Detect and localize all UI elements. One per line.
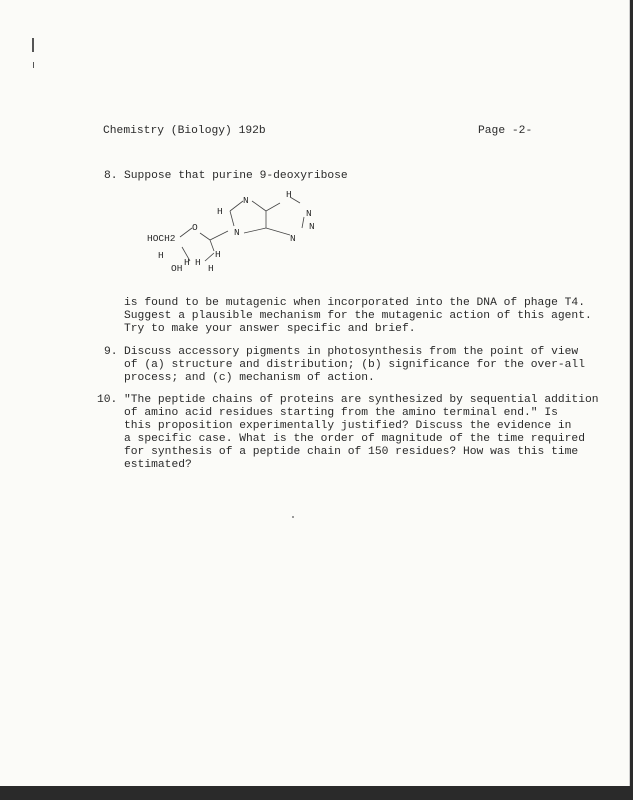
label-n: N (243, 195, 249, 206)
label-n: N (290, 233, 296, 244)
label-h: H (158, 250, 164, 261)
stray-mark (292, 516, 294, 518)
question-line: of (a) structure and distribution; (b) significance for the over-all (124, 359, 585, 371)
question-number: 9. (104, 346, 118, 358)
label-hoch2: HOCH2 (147, 233, 176, 244)
label-h: H (215, 249, 221, 260)
label-h: N (309, 221, 315, 232)
question-line: is found to be mutagenic when incorporated into the DNA of phage T4. (124, 297, 585, 309)
label-h: H (184, 257, 190, 268)
question-line: for synthesis of a peptide chain of 150 residues? How was this time (124, 446, 579, 458)
label-h: H (286, 189, 292, 200)
course-title: Chemistry (Biology) 192b (103, 125, 266, 137)
label-h: H (195, 257, 201, 268)
binding-mark (33, 62, 34, 68)
question-line: this proposition experimentally justified? Discuss the evidence in (124, 420, 572, 432)
question-number: 8. (104, 170, 118, 182)
label-oh: OH (171, 263, 183, 274)
purine-deoxyriboside-structure (140, 183, 340, 278)
label-h: H (208, 263, 214, 274)
question-line: Discuss accessory pigments in photosynthesis from the point of view (124, 346, 579, 358)
question-line: a specific case. What is the order of magnitude of the time required (124, 433, 585, 445)
label-n: N (234, 227, 240, 238)
question-line: "The peptide chains of proteins are synthesized by sequential addition (124, 394, 599, 406)
label-h: H (217, 206, 223, 217)
label-o: O (192, 222, 198, 233)
question-line: estimated? (124, 459, 192, 471)
question-line: Suggest a plausible mechanism for the mutagenic action of this agent. (124, 310, 592, 322)
question-number: 10. (97, 394, 118, 406)
question-intro: Suppose that purine 9-deoxyribose (124, 170, 348, 182)
question-line: of amino acid residues starting from the amino terminal end." Is (124, 407, 558, 419)
page-number: Page -2- (478, 125, 533, 137)
binding-mark (32, 38, 34, 52)
question-line: Try to make your answer specific and brief. (124, 323, 416, 335)
question-line: process; and (c) mechanism of action. (124, 372, 375, 384)
label-n: N (306, 208, 312, 219)
